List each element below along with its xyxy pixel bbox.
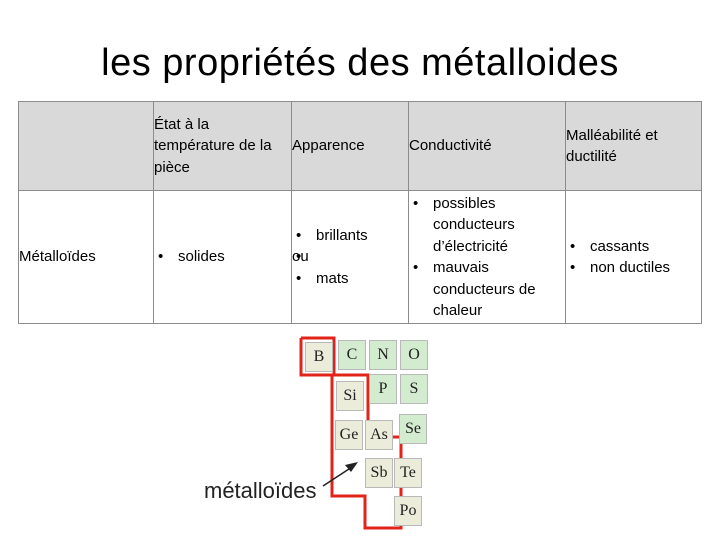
element-p: P [369,374,397,404]
element-si: Si [336,381,364,411]
element-se: Se [399,414,427,444]
table-header-row [19,102,702,191]
header-malleability: Malléabilité et ductilité [566,102,702,191]
malleability-item: • non ductiles [566,257,701,279]
header-empty [19,102,154,191]
appearance-cell [292,191,409,324]
metalloids-label: métalloïdes [204,478,317,503]
malleability-item: • cassants [566,236,701,258]
element-b: B [305,342,333,372]
state-item: • solides [154,246,291,268]
element-as: As [365,420,393,450]
element-sb: Sb [365,458,393,488]
element-o: O [400,340,428,370]
element-c: C [338,340,366,370]
header-conductivity: Conductivité [409,102,566,191]
malleability-cell [566,191,702,324]
table-row [19,191,702,324]
conductivity-item: • mauvais conducteurs de chaleur [409,257,565,322]
element-te: Te [394,458,422,488]
appearance-connector: • ou [292,246,408,268]
header-state: État à la température de la pièce [154,102,292,191]
appearance-item: • mats [292,268,408,290]
header-appearance: Apparence [292,102,409,191]
element-n: N [369,340,397,370]
appearance-item: • brillants [292,225,408,247]
row-label: Métalloïdes [19,191,154,324]
element-po: Po [394,496,422,526]
properties-table [18,101,702,324]
conductivity-cell [409,191,566,324]
element-s: S [400,374,428,404]
slide-title: les propriétés des métalloides [101,42,619,84]
conductivity-item: • possibles conducteurs d’électricité [409,193,565,258]
periodic-table-excerpt [299,336,431,530]
element-ge: Ge [335,420,363,450]
state-cell [154,191,292,324]
